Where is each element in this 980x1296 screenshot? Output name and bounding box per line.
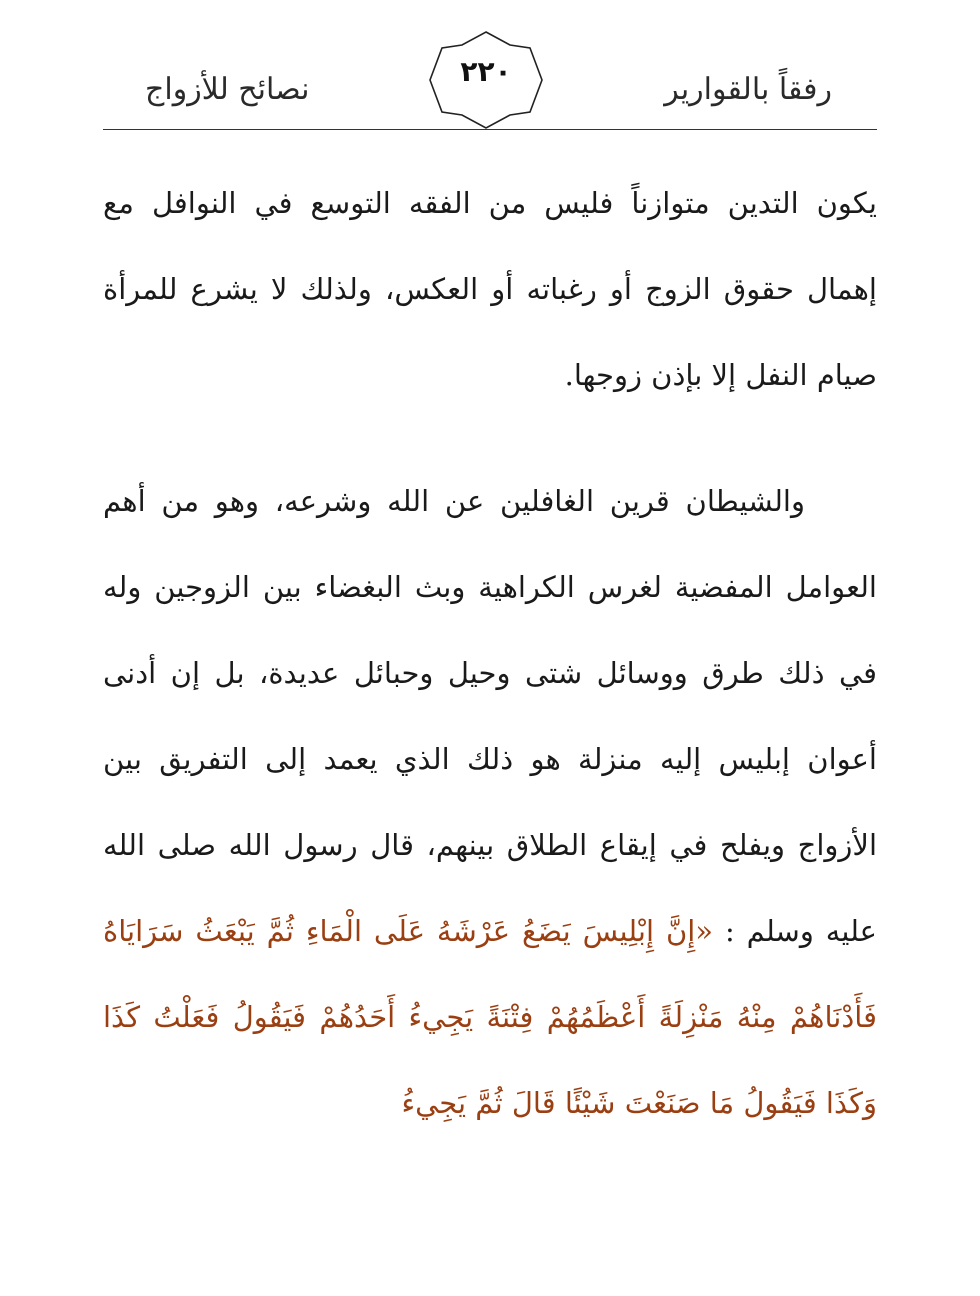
paragraph-2-text: والشيطان قرين الغافلين عن الله وشرعه، وهو من أهم العوامل المفضية لغرس الكراهية وبث البغضاء بين الزوجين وله في ذلك طرق ووسائل شتى وحيل وحبائل عديدة، بل إن أدنى أعوان إبليس إليه منزلة هو ذلك الذي يعمد إلى التفريق بين الأزواج ويفلح في إيقاع الطلاق بينهم، قال رسول الله صلى الله عليه وسلم : xyxy=(103,484,877,948)
page-number-badge xyxy=(426,30,546,130)
page-number: ٢٢٠ xyxy=(460,55,512,88)
book-title: رفقاً بالقوارير xyxy=(664,72,832,107)
chapter-title: نصائح للأزواج xyxy=(145,72,310,107)
paragraph-1: يكون التدين متوازناً فليس من الفقه التوسع في النوافل مع إهمال حقوق الزوج أو رغباته أو العكس، ولذلك لا يشرع للمرأة صيام النفل إلا بإذن زوجها. xyxy=(103,186,877,392)
page-body xyxy=(103,160,877,1146)
page-header xyxy=(0,0,980,135)
paragraph-2 xyxy=(103,458,877,1146)
header-divider xyxy=(103,129,877,130)
hadith-quote: «إِنَّ إِبْلِيسَ يَضَعُ عَرْشَهُ عَلَى الْمَاءِ ثُمَّ يَبْعَثُ سَرَايَاهُ فَأَدْنَاهُمْ مِنْهُ مَنْزِلَةً أَعْظَمُهُمْ فِتْنَةً يَجِيءُ أَحَدُهُمْ فَيَقُولُ فَعَلْتُ كَذَا وَكَذَا فَيَقُولُ مَا صَنَعْتَ شَيْئًا قَالَ ثُمَّ يَجِيءُ xyxy=(103,914,877,1120)
